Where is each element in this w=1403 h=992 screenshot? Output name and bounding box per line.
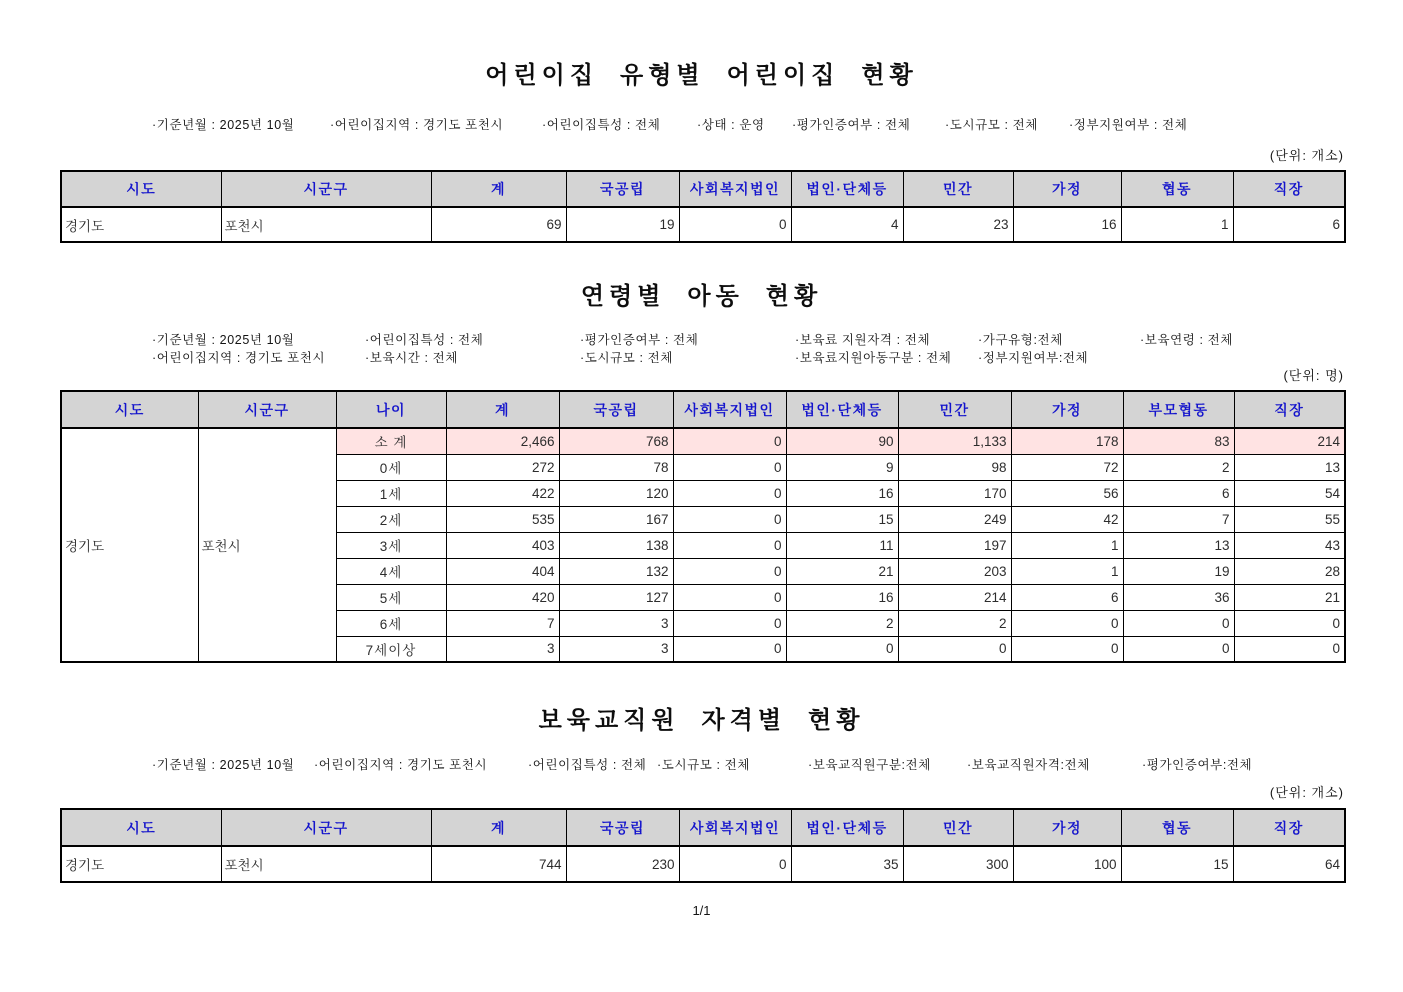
filter-item: ·어린이집지역 : 경기도 포천시 — [314, 758, 488, 772]
section3-unit-label: (단위: 개소) — [1269, 785, 1344, 800]
age-cell: 4세 — [336, 558, 446, 584]
filter-item: ·정부지원여부 : 전체 — [1069, 118, 1188, 132]
section1-unit-label: (단위: 개소) — [1269, 148, 1344, 163]
sigungu-cell: 포천시 — [198, 428, 336, 662]
column-header: 사회복지법인 — [679, 171, 791, 207]
column-header: 계 — [431, 809, 566, 846]
filter-item: ·상태 : 운영 — [697, 118, 765, 132]
filter-item: ·어린이집특성 : 전체 — [365, 333, 484, 347]
data-cell: 28 — [1234, 558, 1345, 584]
column-header: 직장 — [1234, 391, 1345, 428]
section2-title: 연령별 아동 현황 — [580, 284, 823, 310]
data-cell: 90 — [786, 428, 898, 454]
data-cell: 0 — [673, 532, 786, 558]
data-cell: 0 — [673, 558, 786, 584]
data-cell: 23 — [903, 207, 1013, 242]
data-cell: 0 — [1011, 610, 1123, 636]
column-header: 시군구 — [198, 391, 336, 428]
column-header: 국공립 — [559, 391, 673, 428]
data-cell: 120 — [559, 480, 673, 506]
column-header: 시도 — [61, 391, 198, 428]
column-header: 시도 — [61, 809, 221, 846]
table-header-row — [61, 391, 1345, 428]
data-cell: 43 — [1234, 532, 1345, 558]
section3-title: 보육교직원 자격별 현황 — [538, 708, 865, 734]
data-cell: 69 — [431, 207, 566, 242]
data-cell: 36 — [1123, 584, 1234, 610]
column-header: 국공립 — [566, 809, 679, 846]
column-header: 국공립 — [566, 171, 679, 207]
data-cell: 0 — [679, 846, 791, 882]
filter-item: ·기준년월 : 2025년 10월 — [152, 758, 295, 772]
data-cell: 42 — [1011, 506, 1123, 532]
column-header: 시군구 — [221, 171, 431, 207]
data-cell: 72 — [1011, 454, 1123, 480]
staff-status-table — [60, 808, 1346, 883]
column-header: 민간 — [903, 809, 1013, 846]
data-cell: 0 — [1234, 610, 1345, 636]
data-cell: 300 — [903, 846, 1013, 882]
column-header: 부모협동 — [1123, 391, 1234, 428]
data-cell: 21 — [1234, 584, 1345, 610]
data-cell: 7 — [446, 610, 559, 636]
age-cell: 소 계 — [336, 428, 446, 454]
data-cell: 0 — [673, 480, 786, 506]
column-header: 가정 — [1013, 809, 1121, 846]
filter-item: ·정부지원여부:전체 — [978, 351, 1089, 365]
data-cell: 197 — [898, 532, 1011, 558]
data-cell: 138 — [559, 532, 673, 558]
age-cell: 0세 — [336, 454, 446, 480]
data-cell: 2,466 — [446, 428, 559, 454]
data-cell: 64 — [1233, 846, 1345, 882]
data-cell: 744 — [431, 846, 566, 882]
data-cell: 170 — [898, 480, 1011, 506]
page-number: 1/1 — [692, 903, 711, 918]
filter-item: ·평가인증여부:전체 — [1142, 758, 1253, 772]
data-cell: 422 — [446, 480, 559, 506]
filter-item: ·보육시간 : 전체 — [365, 351, 459, 365]
data-cell: 2 — [1123, 454, 1234, 480]
data-cell: 11 — [786, 532, 898, 558]
table-row — [61, 207, 1345, 242]
data-cell: 3 — [559, 610, 673, 636]
column-header: 사회복지법인 — [679, 809, 791, 846]
column-header: 협동 — [1121, 809, 1233, 846]
data-cell: 1 — [1011, 532, 1123, 558]
filter-item: ·보육연령 : 전체 — [1140, 333, 1234, 347]
data-cell: 4 — [791, 207, 903, 242]
data-cell: 56 — [1011, 480, 1123, 506]
filter-item: ·보육교직원구분:전체 — [808, 758, 931, 772]
data-cell: 0 — [1011, 636, 1123, 662]
sigungu-cell: 포천시 — [221, 846, 431, 882]
data-cell: 535 — [446, 506, 559, 532]
data-cell: 404 — [446, 558, 559, 584]
column-header: 법인·단체등 — [791, 171, 903, 207]
data-cell: 768 — [559, 428, 673, 454]
data-cell: 0 — [679, 207, 791, 242]
data-cell: 16 — [1013, 207, 1121, 242]
data-cell: 0 — [673, 506, 786, 532]
table-row — [61, 846, 1345, 882]
type-status-table — [60, 170, 1346, 243]
data-cell: 55 — [1234, 506, 1345, 532]
data-cell: 0 — [673, 454, 786, 480]
section1-title: 어린이집 유형별 어린이집 현황 — [485, 63, 918, 89]
filter-item: ·평가인증여부 : 전체 — [580, 333, 699, 347]
data-cell: 0 — [1123, 636, 1234, 662]
data-cell: 0 — [673, 428, 786, 454]
data-cell: 78 — [559, 454, 673, 480]
data-cell: 19 — [566, 207, 679, 242]
data-cell: 13 — [1234, 454, 1345, 480]
data-cell: 54 — [1234, 480, 1345, 506]
section2-unit-label: (단위: 명) — [1283, 368, 1344, 383]
column-header: 법인·단체등 — [791, 809, 903, 846]
data-cell: 100 — [1013, 846, 1121, 882]
filter-item: ·어린이집특성 : 전체 — [542, 118, 661, 132]
data-cell: 403 — [446, 532, 559, 558]
filter-item: ·도시규모 : 전체 — [580, 351, 674, 365]
section3-filters — [0, 755, 1403, 771]
column-header: 민간 — [903, 171, 1013, 207]
data-cell: 272 — [446, 454, 559, 480]
data-cell: 15 — [786, 506, 898, 532]
column-header: 가정 — [1013, 171, 1121, 207]
data-cell: 16 — [786, 584, 898, 610]
data-cell: 230 — [566, 846, 679, 882]
section2-filters-row1 — [0, 330, 1403, 346]
data-cell: 83 — [1123, 428, 1234, 454]
filter-item: ·기준년월 : 2025년 10월 — [152, 118, 295, 132]
column-header: 사회복지법인 — [673, 391, 786, 428]
data-cell: 214 — [898, 584, 1011, 610]
column-header: 나이 — [336, 391, 446, 428]
data-cell: 0 — [673, 636, 786, 662]
sigungu-cell: 포천시 — [221, 207, 431, 242]
data-cell: 178 — [1011, 428, 1123, 454]
filter-item: ·가구유형:전체 — [978, 333, 1063, 347]
data-cell: 132 — [559, 558, 673, 584]
section1-filters — [0, 115, 1403, 131]
age-cell: 3세 — [336, 532, 446, 558]
column-header: 시도 — [61, 171, 221, 207]
table-header-row — [61, 171, 1345, 207]
age-cell: 7세이상 — [336, 636, 446, 662]
table-row-subtotal — [61, 428, 1345, 454]
column-header: 법인·단체등 — [786, 391, 898, 428]
sido-cell: 경기도 — [61, 846, 221, 882]
sido-cell: 경기도 — [61, 207, 221, 242]
data-cell: 7 — [1123, 506, 1234, 532]
column-header: 계 — [431, 171, 566, 207]
data-cell: 0 — [1234, 636, 1345, 662]
data-cell: 6 — [1011, 584, 1123, 610]
filter-item: ·보육료 지원자격 : 전체 — [795, 333, 931, 347]
age-cell: 2세 — [336, 506, 446, 532]
filter-item: ·보육교직원자격:전체 — [967, 758, 1090, 772]
data-cell: 0 — [673, 584, 786, 610]
column-header: 민간 — [898, 391, 1011, 428]
data-cell: 16 — [786, 480, 898, 506]
data-cell: 15 — [1121, 846, 1233, 882]
data-cell: 3 — [559, 636, 673, 662]
data-cell: 0 — [673, 610, 786, 636]
section2-filters-row2 — [0, 348, 1403, 364]
filter-item: ·보육료지원아동구분 : 전체 — [795, 351, 952, 365]
data-cell: 249 — [898, 506, 1011, 532]
data-cell: 35 — [791, 846, 903, 882]
column-header: 시군구 — [221, 809, 431, 846]
filter-item: ·어린이집지역 : 경기도 포천시 — [152, 351, 326, 365]
data-cell: 0 — [786, 636, 898, 662]
data-cell: 0 — [898, 636, 1011, 662]
data-cell: 1 — [1011, 558, 1123, 584]
filter-item: ·평가인증여부 : 전체 — [792, 118, 911, 132]
filter-item: ·도시규모 : 전체 — [945, 118, 1039, 132]
column-header: 직장 — [1233, 171, 1345, 207]
column-header: 협동 — [1121, 171, 1233, 207]
data-cell: 13 — [1123, 532, 1234, 558]
column-header: 가정 — [1011, 391, 1123, 428]
age-status-table — [60, 390, 1346, 663]
data-cell: 167 — [559, 506, 673, 532]
data-cell: 9 — [786, 454, 898, 480]
sido-cell: 경기도 — [61, 428, 198, 662]
filter-item: ·어린이집지역 : 경기도 포천시 — [330, 118, 504, 132]
age-cell: 1세 — [336, 480, 446, 506]
data-cell: 420 — [446, 584, 559, 610]
data-cell: 1 — [1121, 207, 1233, 242]
data-cell: 2 — [898, 610, 1011, 636]
age-cell: 6세 — [336, 610, 446, 636]
age-cell: 5세 — [336, 584, 446, 610]
filter-item: ·도시규모 : 전체 — [657, 758, 751, 772]
data-cell: 203 — [898, 558, 1011, 584]
data-cell: 6 — [1123, 480, 1234, 506]
table-header-row — [61, 809, 1345, 846]
data-cell: 98 — [898, 454, 1011, 480]
data-cell: 6 — [1233, 207, 1345, 242]
data-cell: 19 — [1123, 558, 1234, 584]
data-cell: 127 — [559, 584, 673, 610]
data-cell: 214 — [1234, 428, 1345, 454]
column-header: 직장 — [1233, 809, 1345, 846]
data-cell: 0 — [1123, 610, 1234, 636]
filter-item: ·어린이집특성 : 전체 — [528, 758, 647, 772]
data-cell: 3 — [446, 636, 559, 662]
data-cell: 1,133 — [898, 428, 1011, 454]
filter-item: ·기준년월 : 2025년 10월 — [152, 333, 295, 347]
data-cell: 2 — [786, 610, 898, 636]
data-cell: 21 — [786, 558, 898, 584]
column-header: 계 — [446, 391, 559, 428]
